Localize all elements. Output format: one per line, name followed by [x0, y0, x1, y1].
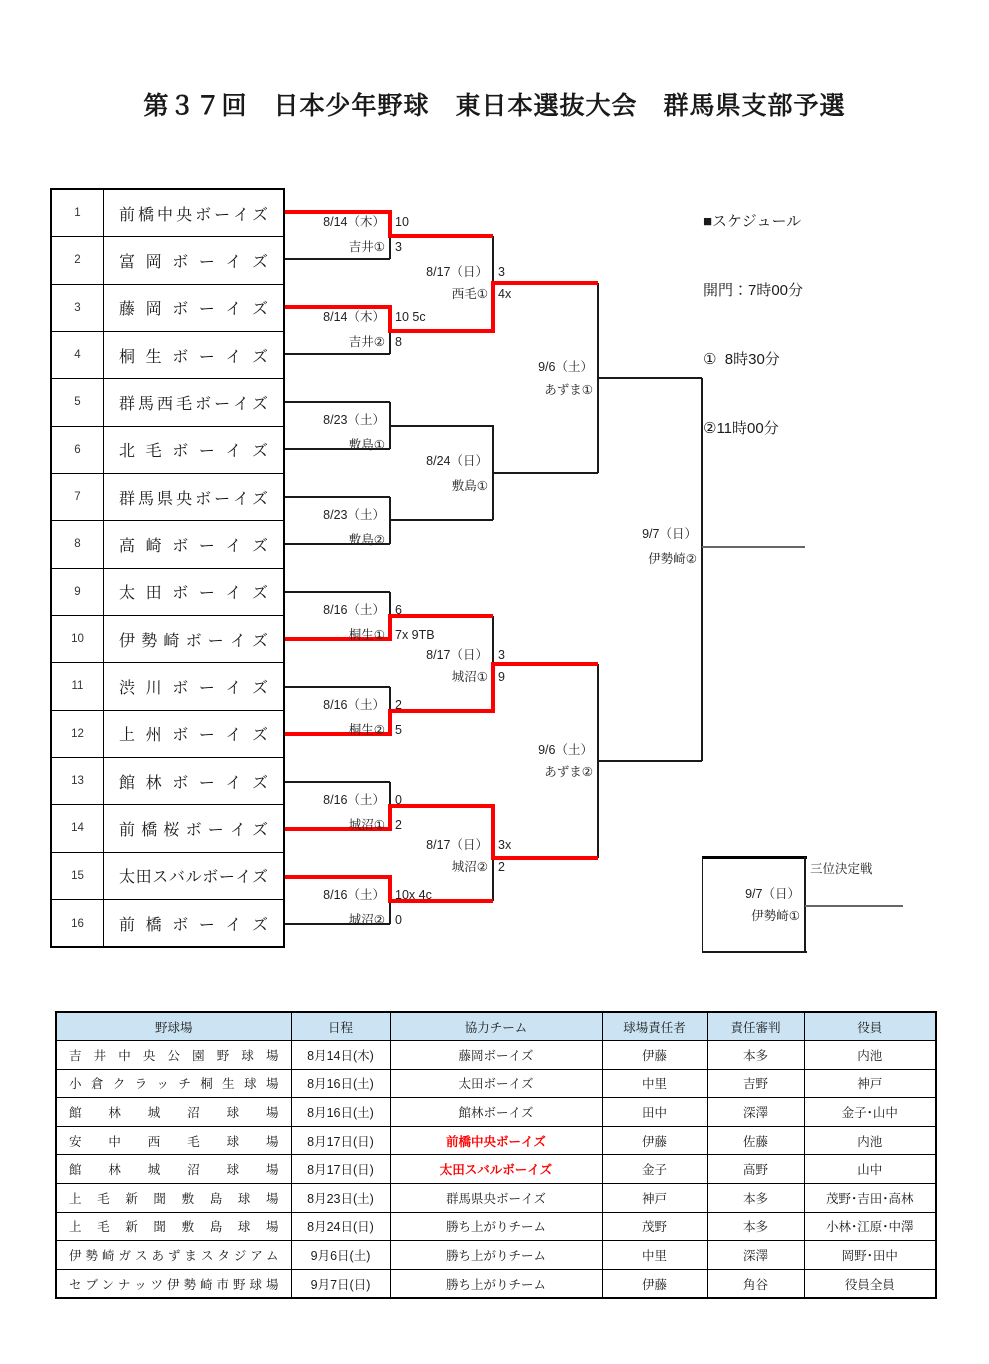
ballpark-cell: 伊勢崎ガスあずまスタジアム	[56, 1241, 291, 1270]
match-score-top: 10 5c	[395, 310, 426, 324]
seed-number: 16	[52, 900, 104, 947]
match-date: 8/16（土）	[323, 698, 385, 712]
match-score-bottom: 9	[498, 670, 505, 684]
team-name: 北毛ボーイズ	[119, 443, 268, 461]
match-score-top: 3	[498, 648, 505, 662]
match-date: 9/6（土）	[538, 743, 593, 757]
match-score-bottom: 0	[395, 913, 402, 927]
staff-cell: 内池	[804, 1126, 936, 1155]
match-venue: 桐生①	[348, 628, 385, 642]
staff-cell: 金子･山中	[804, 1098, 936, 1127]
chief-umpire-cell: 高野	[707, 1155, 804, 1184]
match-score-top: 10x 4c	[395, 888, 432, 902]
bracket-line	[285, 496, 390, 498]
match-date: 9/7（日）	[642, 527, 697, 541]
support-team-cell: 藤岡ボーイズ	[390, 1041, 602, 1070]
bracket-line	[390, 709, 493, 713]
bracket-line	[388, 709, 392, 736]
schedule-note-gate-time: 開門：7時00分	[703, 282, 804, 299]
team-name: 渋川ボーイズ	[119, 679, 268, 697]
table-header-row	[56, 1012, 936, 1041]
match-venue: 城沼①	[348, 818, 385, 832]
team-name: 館林ボーイズ	[119, 774, 268, 792]
ballpark-cell: 小倉クラッチ桐生球場	[56, 1069, 291, 1098]
table-row	[56, 1183, 936, 1212]
bracket-line	[390, 425, 493, 427]
table-header-cell: 日程	[291, 1012, 390, 1041]
date-cell: 8月14日(木)	[291, 1041, 390, 1070]
field-manager-cell: 田中	[602, 1098, 707, 1127]
bracket-line	[702, 857, 703, 952]
match-date: 9/7（日）	[745, 887, 800, 901]
table-row	[56, 1041, 936, 1070]
bracket-line	[701, 378, 703, 761]
bracket-line	[285, 781, 390, 783]
date-cell: 8月16日(土)	[291, 1098, 390, 1127]
match-venue: 桐生②	[348, 723, 385, 737]
chief-umpire-cell: 本多	[707, 1183, 804, 1212]
bracket-line	[285, 353, 390, 355]
match-venue: 西毛①	[451, 287, 488, 301]
match-date: 8/14（木）	[323, 310, 385, 324]
bracket-line	[493, 856, 598, 860]
schedule-note-game1-time: ① 8時30分	[703, 351, 780, 368]
page-title: 第３７回 日本少年野球 東日本選抜大会 群馬県支部予選	[143, 92, 846, 120]
support-team-cell: 太田スバルボーイズ	[390, 1155, 602, 1184]
ballpark-cell: 安中西毛球場	[56, 1126, 291, 1155]
team-name: 群馬県央ボーイズ	[119, 490, 268, 508]
chief-umpire-cell: 深澤	[707, 1098, 804, 1127]
bracket-line	[388, 614, 392, 641]
staff-cell: 小林･江原･中澤	[804, 1212, 936, 1241]
seed-number: 9	[52, 569, 104, 615]
date-cell: 8月16日(土)	[291, 1069, 390, 1098]
field-manager-cell: 神戸	[602, 1183, 707, 1212]
support-team-cell: 勝ち上がりチーム	[390, 1212, 602, 1241]
bracket-line	[805, 905, 903, 907]
bracket-line	[702, 856, 807, 859]
bracket-line	[598, 760, 702, 762]
bracket-line	[285, 401, 390, 403]
seed-number: 6	[52, 427, 104, 473]
seed-number: 10	[52, 616, 104, 662]
seed-number: 2	[52, 237, 104, 283]
date-cell: 8月17日(日)	[291, 1155, 390, 1184]
support-team-cell: 館林ボーイズ	[390, 1098, 602, 1127]
bracket-line	[390, 804, 493, 808]
bracket-line	[390, 234, 493, 238]
match-date: 8/24（日）	[426, 454, 488, 468]
seed-number: 5	[52, 379, 104, 425]
bracket-line	[491, 804, 495, 860]
match-date: 8/16（土）	[323, 888, 385, 902]
match-date: 8/17（日）	[426, 648, 488, 662]
match-venue: あずま②	[544, 765, 593, 779]
table-row	[56, 1212, 936, 1241]
bracket-line	[390, 519, 493, 521]
match-score-top: 2	[395, 698, 402, 712]
seed-number: 13	[52, 758, 104, 804]
ballpark-cell: 館林城沼球場	[56, 1098, 291, 1127]
match-score-bottom: 2	[395, 818, 402, 832]
match-date: 8/14（木）	[323, 215, 385, 229]
seed-number: 8	[52, 521, 104, 567]
bracket-line	[390, 329, 493, 333]
table-header-cell: 野球場	[56, 1012, 291, 1041]
chief-umpire-cell: 吉野	[707, 1069, 804, 1098]
bracket-line	[388, 804, 392, 831]
bracket-line	[491, 662, 495, 713]
seed-number: 12	[52, 711, 104, 757]
team-name: 前橋中央ボーイズ	[119, 206, 268, 224]
match-venue: 敷島①	[348, 438, 385, 452]
venue-schedule-table	[55, 1011, 937, 1299]
chief-umpire-cell: 角谷	[707, 1269, 804, 1298]
table-row	[56, 1269, 936, 1298]
table-row	[56, 1241, 936, 1270]
seed-list	[50, 188, 285, 948]
match-score-bottom: 8	[395, 335, 402, 349]
schedule-note	[703, 164, 803, 486]
team-name: 伊勢崎ボーイズ	[119, 632, 268, 650]
match-venue: 伊勢崎①	[751, 909, 800, 923]
date-cell: 9月6日(土)	[291, 1241, 390, 1270]
bracket-line	[285, 258, 390, 260]
field-manager-cell: 伊藤	[602, 1126, 707, 1155]
match-venue: 城沼②	[348, 913, 385, 927]
date-cell: 9月7日(日)	[291, 1269, 390, 1298]
bracket-line	[491, 281, 495, 333]
third-place-title: 三位決定戦	[810, 862, 873, 876]
date-cell: 8月24日(日)	[291, 1212, 390, 1241]
field-manager-cell: 伊藤	[602, 1269, 707, 1298]
match-date: 8/17（日）	[426, 838, 488, 852]
date-cell: 8月23日(土)	[291, 1183, 390, 1212]
bracket-line	[493, 662, 598, 666]
match-score-bottom: 7x 9TB	[395, 628, 435, 642]
team-name: 太田スバルボーイズ	[119, 869, 268, 887]
staff-cell: 役員全員	[804, 1269, 936, 1298]
seed-number: 14	[52, 805, 104, 851]
seed-number: 15	[52, 853, 104, 899]
team-name: 藤岡ボーイズ	[119, 301, 268, 319]
bracket-line	[285, 591, 390, 593]
table-row	[56, 1155, 936, 1184]
match-score-bottom: 4x	[498, 287, 512, 301]
table-body	[56, 1041, 936, 1299]
team-name: 上州ボーイズ	[119, 727, 268, 745]
bracket-line	[390, 614, 493, 618]
field-manager-cell: 茂野	[602, 1212, 707, 1241]
chief-umpire-cell: 本多	[707, 1212, 804, 1241]
support-team-cell: 勝ち上がりチーム	[390, 1241, 602, 1270]
seed-number: 3	[52, 285, 104, 331]
match-venue: 吉井②	[348, 335, 385, 349]
team-name: 前橋ボーイズ	[119, 917, 268, 935]
ballpark-cell: セブンナッツ伊勢崎市野球場	[56, 1269, 291, 1298]
chief-umpire-cell: 佐藤	[707, 1126, 804, 1155]
field-manager-cell: 金子	[602, 1155, 707, 1184]
match-score-top: 3x	[498, 838, 512, 852]
match-date: 9/6（土）	[538, 360, 593, 374]
field-manager-cell: 伊藤	[602, 1041, 707, 1070]
team-name: 太田ボーイズ	[119, 585, 268, 603]
match-venue: 伊勢崎②	[648, 552, 697, 566]
ballpark-cell: 上毛新聞敷島球場	[56, 1183, 291, 1212]
schedule-note-game2-time: ②11時00分	[703, 420, 779, 437]
match-score-top: 0	[395, 793, 402, 807]
match-venue: 吉井①	[348, 240, 385, 254]
field-manager-cell: 中里	[602, 1241, 707, 1270]
ballpark-cell: 吉井中央公園野球場	[56, 1041, 291, 1070]
table-header-cell: 協力チーム	[390, 1012, 602, 1041]
table-header-cell: 役員	[804, 1012, 936, 1041]
bracket-line	[702, 546, 805, 548]
team-name: 群馬西毛ボーイズ	[119, 395, 268, 413]
bracket-line	[493, 472, 598, 474]
table-row	[56, 1069, 936, 1098]
bracket-line	[598, 377, 702, 379]
chief-umpire-cell: 深澤	[707, 1241, 804, 1270]
match-score-bottom: 2	[498, 860, 505, 874]
table-header-cell: 責任審判	[707, 1012, 804, 1041]
chief-umpire-cell: 本多	[707, 1041, 804, 1070]
match-date: 8/17（日）	[426, 265, 488, 279]
match-score-bottom: 5	[395, 723, 402, 737]
bracket-line	[702, 951, 807, 953]
team-name: 桐生ボーイズ	[119, 348, 268, 366]
match-date: 8/23（土）	[323, 413, 385, 427]
table-header-cell: 球場責任者	[602, 1012, 707, 1041]
ballpark-cell: 上毛新聞敷島球場	[56, 1212, 291, 1241]
support-team-cell: 太田ボーイズ	[390, 1069, 602, 1098]
seed-number: 1	[52, 190, 104, 236]
support-team-cell: 勝ち上がりチーム	[390, 1269, 602, 1298]
field-manager-cell: 中里	[602, 1069, 707, 1098]
match-score-top: 6	[395, 603, 402, 617]
match-date: 8/16（土）	[323, 793, 385, 807]
date-cell: 8月17日(日)	[291, 1126, 390, 1155]
bracket-line	[285, 686, 390, 688]
match-date: 8/16（土）	[323, 603, 385, 617]
match-score-top: 3	[498, 265, 505, 279]
match-score-top: 10	[395, 215, 409, 229]
schedule-note-heading: ■スケジュール	[703, 213, 802, 230]
match-venue: 敷島①	[451, 479, 488, 493]
match-venue: あずま①	[544, 383, 593, 397]
match-score-bottom: 3	[395, 240, 402, 254]
table-row	[56, 1126, 936, 1155]
ballpark-cell: 館林城沼球場	[56, 1155, 291, 1184]
match-venue: 城沼①	[451, 670, 488, 684]
match-date: 8/23（土）	[323, 508, 385, 522]
seed-number: 7	[52, 474, 104, 520]
support-team-cell: 群馬県央ボーイズ	[390, 1183, 602, 1212]
staff-cell: 内池	[804, 1041, 936, 1070]
seed-number: 4	[52, 332, 104, 378]
match-venue: 城沼②	[451, 860, 488, 874]
seed-number: 11	[52, 663, 104, 709]
team-name: 前橋桜ボーイズ	[119, 821, 268, 839]
staff-cell: 岡野･田中	[804, 1241, 936, 1270]
staff-cell: 茂野･吉田･高林	[804, 1183, 936, 1212]
team-name: 富岡ボーイズ	[119, 253, 268, 271]
staff-cell: 神戸	[804, 1069, 936, 1098]
support-team-cell: 前橋中央ボーイズ	[390, 1126, 602, 1155]
team-name: 高崎ボーイズ	[119, 537, 268, 555]
staff-cell: 山中	[804, 1155, 936, 1184]
table-row	[56, 1098, 936, 1127]
match-venue: 敷島②	[348, 533, 385, 547]
